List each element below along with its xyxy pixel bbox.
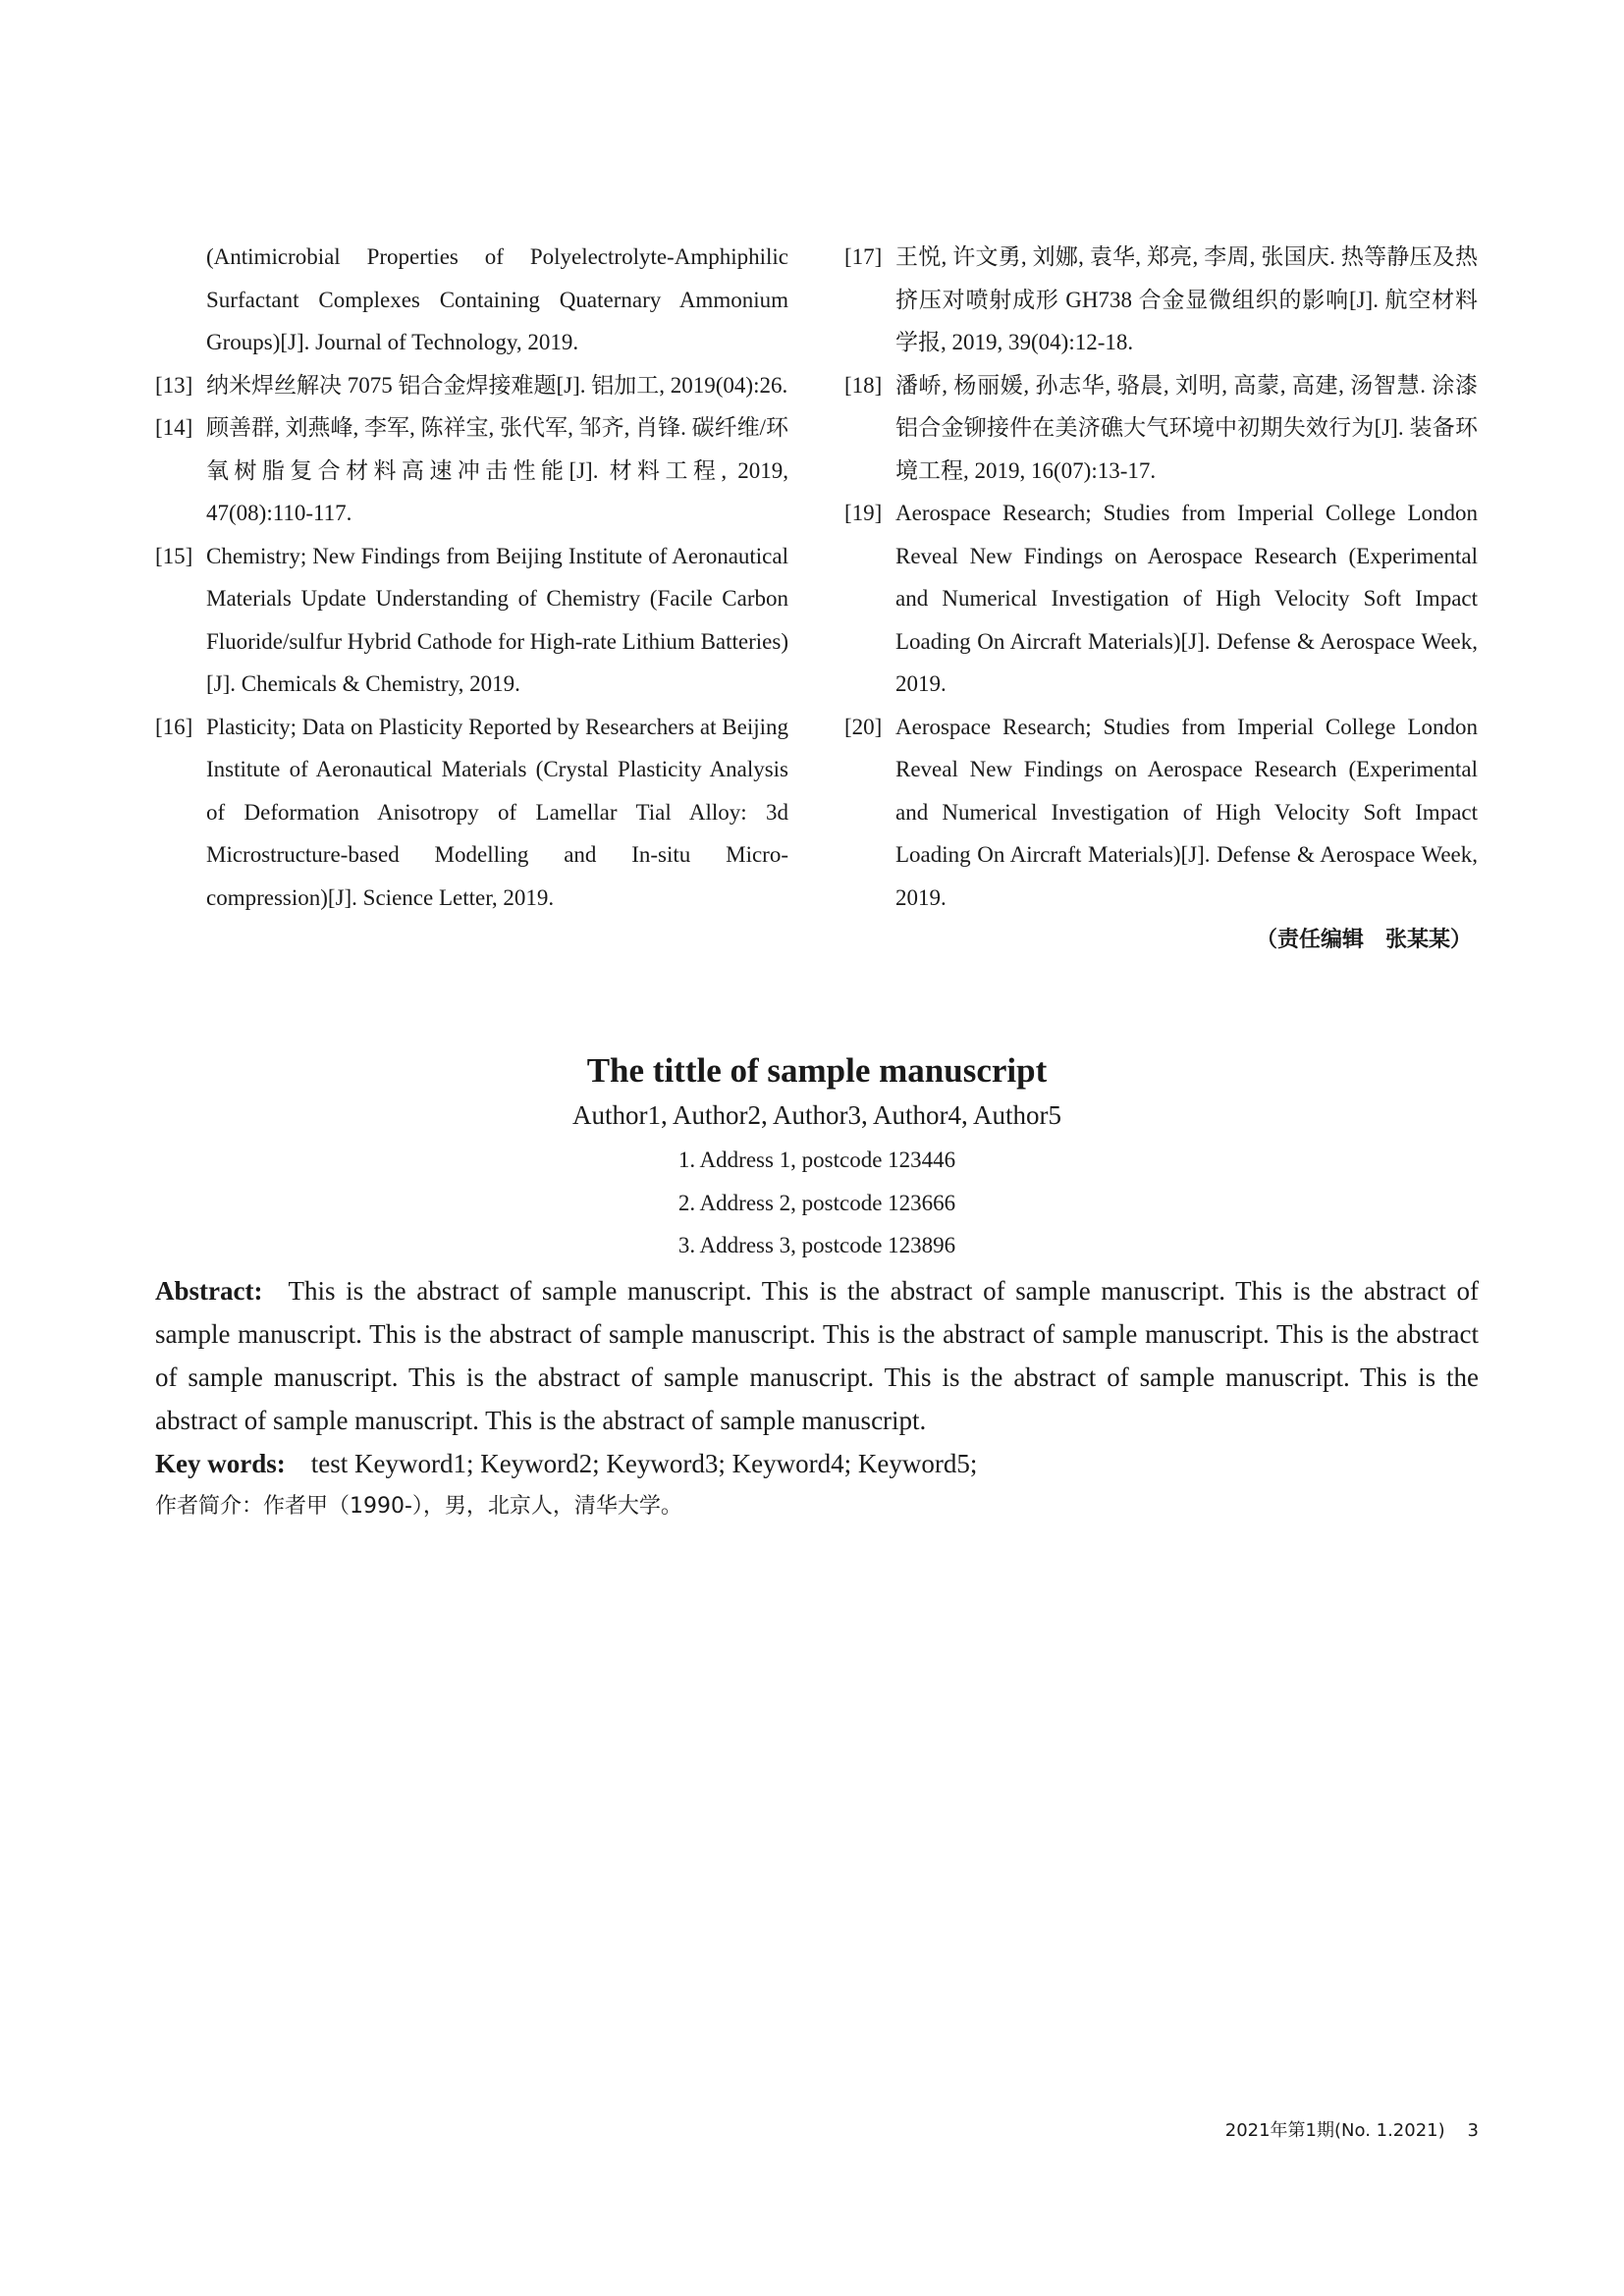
reference-19 [844, 492, 1478, 706]
reference-20 [844, 706, 1478, 920]
address-line: 2. Address 2, postcode 123666 [677, 1190, 956, 1215]
reference-number: [17] [844, 244, 883, 269]
keywords [155, 1442, 1479, 1485]
manuscript-title: The tittle of sample manuscript [586, 1051, 1048, 1090]
reference-text: 顾善群, 刘燕峰, 李军, 陈祥宝, 张代军, 邹齐, 肖锋. 碳纤维/环氧树脂复合材料高速冲击性能[J]. 材料工程, 2019, 47(08):110-117. [206, 415, 788, 525]
reference-16 [155, 706, 788, 920]
reference-17 [844, 236, 1478, 364]
page-number: 3 [1467, 2120, 1479, 2141]
keywords-text: test Keyword1; Keyword2; Keyword3; Keyword4; Keyword5; [310, 1448, 978, 1478]
references-left-column [155, 236, 788, 919]
responsible-editor: （责任编辑 张某某） [1255, 928, 1472, 952]
reference-text: Aerospace Research; Studies from Imperial College London Reveal New Findings on Aerospace Research (Experimental and Numerical Investigation of High Velocity Soft Impact Loading On Aircraft Materials)[J]. Defense & Aerospace Week, 2019. [895, 501, 1478, 696]
abstract [155, 1269, 1479, 1442]
reference-12-continuation [155, 236, 788, 364]
reference-15 [155, 535, 788, 706]
reference-number: [20] [844, 714, 883, 739]
references-right-column [844, 236, 1478, 961]
reference-number: [13] [155, 372, 193, 398]
abstract-text: This is the abstract of sample manuscript. This is the abstract of sample manuscript. This is the abstract of sample manuscript. This is the abstract of sample manuscript. This is the abstract of sample manuscript. This is the abstract of sample manuscript. This is the abstract of sample manuscript. This is the abstract of sample manuscript. This is the abstract of sample manuscript. This is the abstract of sample manuscript. [155, 1275, 1479, 1435]
page-footer [1225, 2116, 1479, 2142]
address-line: 3. Address 3, postcode 123896 [677, 1233, 956, 1257]
reference-number: [15] [155, 543, 193, 568]
abstract-label: Abstract: [155, 1275, 263, 1306]
reference-text: Chemistry; New Findings from Beijing Institute of Aeronautical Materials Update Understanding of Chemistry (Facile Carbon Fluoride/sulfur Hybrid Cathode for High-rate Lithium Batteries)[J]. Chemicals & Chemistry, 2019. [206, 543, 788, 696]
author-list: Author1, Author2, Author3, Author4, Author5 [572, 1100, 1061, 1130]
reference-text: (Antimicrobial Properties of Polyelectrolyte-Amphiphilic Surfactant Complexes Containing Quaternary Ammonium Groups)[J]. Journal of Technology, 2019. [206, 244, 788, 354]
author-bio: 作者简介：作者甲（1990-），男，北京人，清华大学。 [155, 1493, 682, 1519]
reference-text: Plasticity; Data on Plasticity Reported by Researchers at Beijing Institute of Aeronautical Materials (Crystal Plasticity Analysis of Deformation Anisotropy of Lamellar Tial Alloy: 3d Microstructure-based Modelling and In-situ Micro-compression)[J]. Science Letter, 2019. [206, 714, 788, 910]
reference-number: [14] [155, 415, 193, 440]
keywords-label: Key words: [155, 1448, 286, 1478]
reference-18 [844, 364, 1478, 493]
reference-13 [155, 364, 788, 407]
reference-text: 王悦, 许文勇, 刘娜, 袁华, 郑亮, 李周, 张国庆. 热等静压及热挤压对喷射成形 GH738 合金显微组织的影响[J]. 航空材料学报, 2019, 39(04):12-18. [895, 244, 1478, 354]
reference-number: [19] [844, 501, 883, 525]
reference-text: 潘峤, 杨丽媛, 孙志华, 骆晨, 刘明, 高蒙, 高建, 汤智慧. 涂漆铝合金铆接件在美济礁大气环境中初期失效行为[J]. 装备环境工程, 2019, 16(07):13-17. [895, 372, 1478, 483]
address-line: 1. Address 1, postcode 123446 [677, 1148, 956, 1172]
issue-info: 2021年第1期(No. 1.2021) [1224, 2120, 1445, 2141]
reference-14 [155, 406, 788, 535]
reference-number: [18] [844, 372, 883, 398]
reference-text: 纳米焊丝解决 7075 铝合金焊接难题[J]. 铝加工, 2019(04):26. [206, 372, 788, 398]
manuscript-front-matter [155, 1044, 1479, 1528]
reference-number: [16] [155, 714, 193, 739]
reference-text: Aerospace Research; Studies from Imperial College London Reveal New Findings on Aerospace Research (Experimental and Numerical Investigation of High Velocity Soft Impact Loading On Aircraft Materials)[J]. Defense & Aerospace Week, 2019. [895, 714, 1478, 910]
